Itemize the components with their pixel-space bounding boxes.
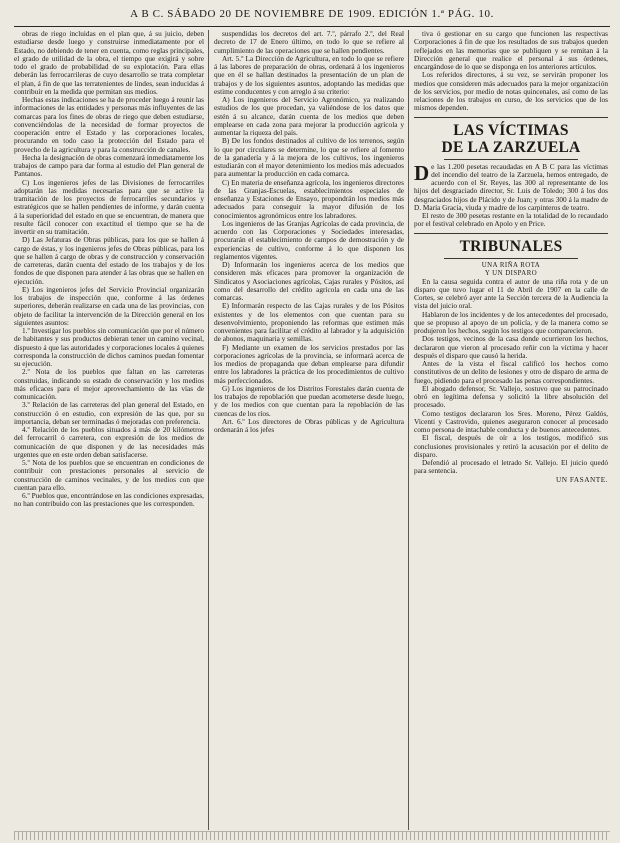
paragraph: Antes de la vista el fiscal calificó los hechos como constitutivos de un delito de lesiones y otro de disparo de arma de fuego, pidiendo para el procesado las penas correspondientes. [414, 359, 608, 385]
subheadline: Y UN DISPARO [484, 269, 538, 277]
page-masthead: A B C. SÁBADO 20 DE NOVIEMBRE DE 1909. EDICIÓN 1.ª PÁG. 10. [14, 8, 610, 27]
paragraph: 1.º Investigar los pueblos sin comunicación que por el número de habitantes y sus productos debieran tener un camino vecinal, dispuesto á que las autoridades y corporaciones locales á quienes corresponda la construcción de dichos caminos puedan fomentar su ejecución. [14, 326, 204, 368]
paragraph: G) Los ingenieros de los Distritos Forestales darán cuenta de los trabajos de repoblación que puedan acometerse desde luego, y de los medios con que cuentan para la repoblación de las cuencas de los ríos. [214, 383, 404, 418]
paragraph: En la causa seguida contra el autor de una riña rota y de un disparo que tuvo lugar el 11 de Abril de 1907 en la calle de Cortes, se celebró ayer ante la Sección tercera de la Audiencia la vista del juicio oral. [414, 276, 608, 311]
paragraph: obras de riego incluidas en el plan que, á su juicio, deben estudiarse desde luego y construirse inmediatamente por el Estado, no debiendo de tener en cuenta, como reglas principales, el grado de utilidad de la obra, el tiempo que exigirá y sobre todo el grado de probabilidad de su explotación. Para ellas deberán las ferrocarrileras de cuyo desarrollo se trata completar el plan, á fin de que las terratenientes de lindes, sean inducidas á contribuir en la medida que permitan sus medios. [14, 30, 204, 96]
paragraph: suspendidas los decretos del art. 7.º, párrafo 2.º, del Real decreto de 17 de Enero último, en todo lo que se refiere al cumplimiento de las operaciones que se hallen pendientes. [214, 30, 404, 55]
paragraph: Art. 5.º La Dirección de Agricultura, en todo lo que se refiere á las labores de preparación de obras, ordenará á los ingenieros que en él se hallan destinados la presentación de un plan de trabajos y de los siguientes asuntos, adoptando las medidas que estime conducentes y con arreglo á su criterio: [214, 53, 404, 96]
paragraph: 6.º Pueblos que, encontrándose en las condiciones expresadas, no han contribuido con las prestaciones que les corresponden. [14, 491, 204, 509]
paragraph: C) Los ingenieros jefes de las Divisiones de ferrocarriles adoptarán las medidas necesarias para que se active la tramitación de los proyectos de ferrocarriles secundarios y estratégicos que se hallen pendientes de informe, y darán cuenta á la superioridad del estado en que se encuentran, de manera que resulte fácil conocer con exactitud el tiempo que se ha de invertir en su tramitación. [14, 177, 204, 236]
column-rule [208, 30, 209, 830]
section-divider [414, 117, 608, 118]
paragraph: 5.º Nota de los pueblos que se encuentran en condiciones de contribuir con prestaciones personales al servicio de construcción de caminos vecinales, y de los medios con que cuentan para ello. [14, 458, 204, 492]
paragraph: Hablaron de los incidentes y de los antecedentes del procesado, que se propuso al apoyo de un policía, y de la manera como se produjeron los hechos, según los testigos que comparecieron. [414, 309, 608, 335]
paragraph: D) Las Jefaturas de Obras públicas, para los que se hallen á cargo de éstas, y los ingenieros jefes de Obras públicas, para los que se hallen á cargo de obras y de construcción y conservación de carreteras, darán cuenta del estado de los trabajos y de los fondos de que disponen para atender á las obras que se hallen en ejecución. [14, 235, 204, 286]
paragraph: El resto de 300 pesetas restante en la totalidad de lo recaudado por el festival celebrado en Apolo y en Price. [414, 211, 608, 229]
paragraph: 3.º Relación de las carreteras del plan general del Estado, en construcción ó en estudio, con expresión de las que, por su importancia, deban ser terminadas ó mejoradas con preferencia. [14, 400, 204, 426]
page-footer-strip [14, 831, 610, 840]
paragraph: Los referidos directores, á su vez, se servirán proponer los medios que consideren más adecuados para la mejor organización de los servicios, por medio de notas quincenales, así como de las relaciones de los trabajos en curso, de los servicios que de los mismos dependen. [414, 70, 608, 113]
paragraph: 2.º Nota de los pueblos que faltan en las carreteras construidas, indicando su estado de conservación y los medios más eficaces para el mejor aprovechamiento de las vías de comunicación. [14, 367, 204, 401]
paragraph: B) De los fondos destinados al cultivo de los terrenos, según lo que por circulares se determine, lo que se refiere al fomento de la ganadería y á la mejora de los cultivos, los ingenieros estudiarán con el mayor detenimiento los medios más adecuados para aumentar la producción en cada comarca. [214, 136, 404, 179]
paragraph: Hechas estas indicaciones se ha de proceder luego á reunir las informaciones de las entidades y personas más influyentes de las comarcas para los fines de obras de riego que deben estudiarse, convenciéndolas de la necesidad de formar proyectos de cooperación entre el Estado y las corporaciones locales, procurando en todo caso la protección del Estado para el provecho de la agricultura y para la construcción de canales. [14, 95, 204, 154]
paragraph: tiva ó gestionar en su cargo que funcionen las respectivas Corporaciones á fin de que los resultados de sus trabajos queden reflejados en las memorias que se publiquen y se remitan á la Dirección general que realice el personal á sus órdenes, encargándose de lo que se disponga en los anteriores artículos. [414, 30, 608, 71]
paragraph: A) Los ingenieros del Servicio Agronómico, ya realizando estudios de los que procedan, ya valiéndose de los datos que estén á su alcance, darán cuenta de los medios que deben emplearse en cada zona para mejorar la producción agrícola y aumentar la riqueza del país. [214, 95, 404, 137]
section-divider [414, 233, 608, 234]
paragraph: El abogado defensor, Sr. Vallejo, sostuvo que su patrocinado obró en legítima defensa y solicitó la libre absolución del procesado. [414, 383, 608, 410]
headline-line: LAS VÍCTIMAS [453, 121, 569, 139]
paragraph: 4.º Relación de los pueblos situados á más de 20 kilómetros del ferrocarril ó carretera, con expresión de los medios de comunicación de que disponen y de las necesidades más urgentes que en este orden deban satisfacerse. [14, 425, 204, 459]
paragraph: Como testigos declararon los Sres. Moreno, Pérez Galdós, Vicenti y Castrovido, quienes aseguraron conocer al procesado como persona de intachable conducta y de buenos antecedentes. [414, 408, 608, 434]
byline-signature: UN FASANTE. [556, 474, 608, 484]
column-1 [14, 30, 204, 830]
column-3 [414, 30, 608, 830]
paragraph: E) Informarán respecto de las Cajas rurales y de los Pósitos existentes y de los elementos con que cuentan para su desenvolvimiento, proponiendo las reformas que estimen más convenientes para facilitar el crédito al labrador y la adquisición de abonos, maquinaria y semillas. [214, 301, 404, 344]
paragraph: Hecha la designación de obras comenzará inmediatamente los trabajos de campo para dar forma al estudio del Plan general de Pantanos. [14, 152, 204, 179]
column-rule [408, 30, 409, 830]
paragraph: Dos testigos, vecinos de la casa donde ocurrieron los hechos, declararon que vieron al procesado reñir con la víctima y hacer después el disparo que causó la herida. [414, 334, 608, 360]
headline-divider [444, 159, 578, 160]
paragraph-text: e las 1.200 pesetas recaudadas en A B C para las víctimas del incendio del teatro de la Zarzuela, hemos entregado, de acuerdo con el Sr. Reyes, las 300 al representante de los hijos del desgraciado director, Sr. Luis de Toledo; 300 á los dos desgraciados hijos de Plácido y de Juan; y otras 300 á la madre de D. María Gracia, viuda y madre de los carpinteros de teatro. [414, 161, 608, 212]
paragraph: Art. 6.º Los directores de Obras públicas y de Agricultura ordenarán á los jefes [214, 416, 404, 434]
headline-victimas [414, 122, 608, 156]
paragraph: E) Los ingenieros jefes del Servicio Provincial organizarán los trabajos de inspección que, conforme á las órdenes superiores, deberán realizarse en cada una de las provincias, con objeto de facilitar la intervención de la Dirección general en los siguientes asuntos: [14, 284, 204, 327]
column-2 [214, 30, 404, 830]
paragraph: Los ingenieros de las Granjas Agrícolas de cada provincia, de acuerdo con las Corporaciones y Sociedades interesadas, procurarán el establecimiento de campos de demostración y de experiencias de cultivo, conforme á lo que disponen los reglamentos vigentes. [214, 218, 404, 261]
drop-cap: D [414, 160, 430, 185]
headline-divider [444, 258, 578, 259]
paragraph: C) En materia de enseñanza agrícola, los ingenieros directores de las Granjas-Escuelas, establecimientos especiales de enseñanza y Estaciones de Ensayo, propondrán los medios más adecuados para conseguir la mayor difusión de los conocimientos agronómicos entre los labradores. [214, 177, 404, 220]
subheadline: UNA RIÑA ROTA [481, 261, 541, 269]
headline-line: DE LA ZARZUELA [441, 138, 581, 156]
paragraph [414, 160, 608, 213]
headline-tribunales: TRIBUNALES [459, 237, 563, 255]
paragraph: F) Mediante un examen de los servicios prestados por las corporaciones agrícolas de la provincia, se informará acerca de los medios de propaganda que deban emplearse para difundir entre los labradores la práctica de los procedimientos de cultivo más perfeccionados. [214, 342, 404, 385]
paragraph: D) Informarán los ingenieros acerca de los medios que consideren más eficaces para promover la organización de Sindicatos y Asociaciones agrícolas, Cajas rurales y Pósitos, así como del desarrollo del crédito agrícola en cada una de las comarcas. [214, 260, 404, 302]
paragraph: El fiscal, después de oír a los testigos, modificó sus conclusiones provisionales y retiró la acusación por el delito de disparo. [414, 433, 608, 459]
paragraph: Defendió al procesado el letrado Sr. Vallejo. El juicio quedó para sentencia. [414, 458, 608, 476]
